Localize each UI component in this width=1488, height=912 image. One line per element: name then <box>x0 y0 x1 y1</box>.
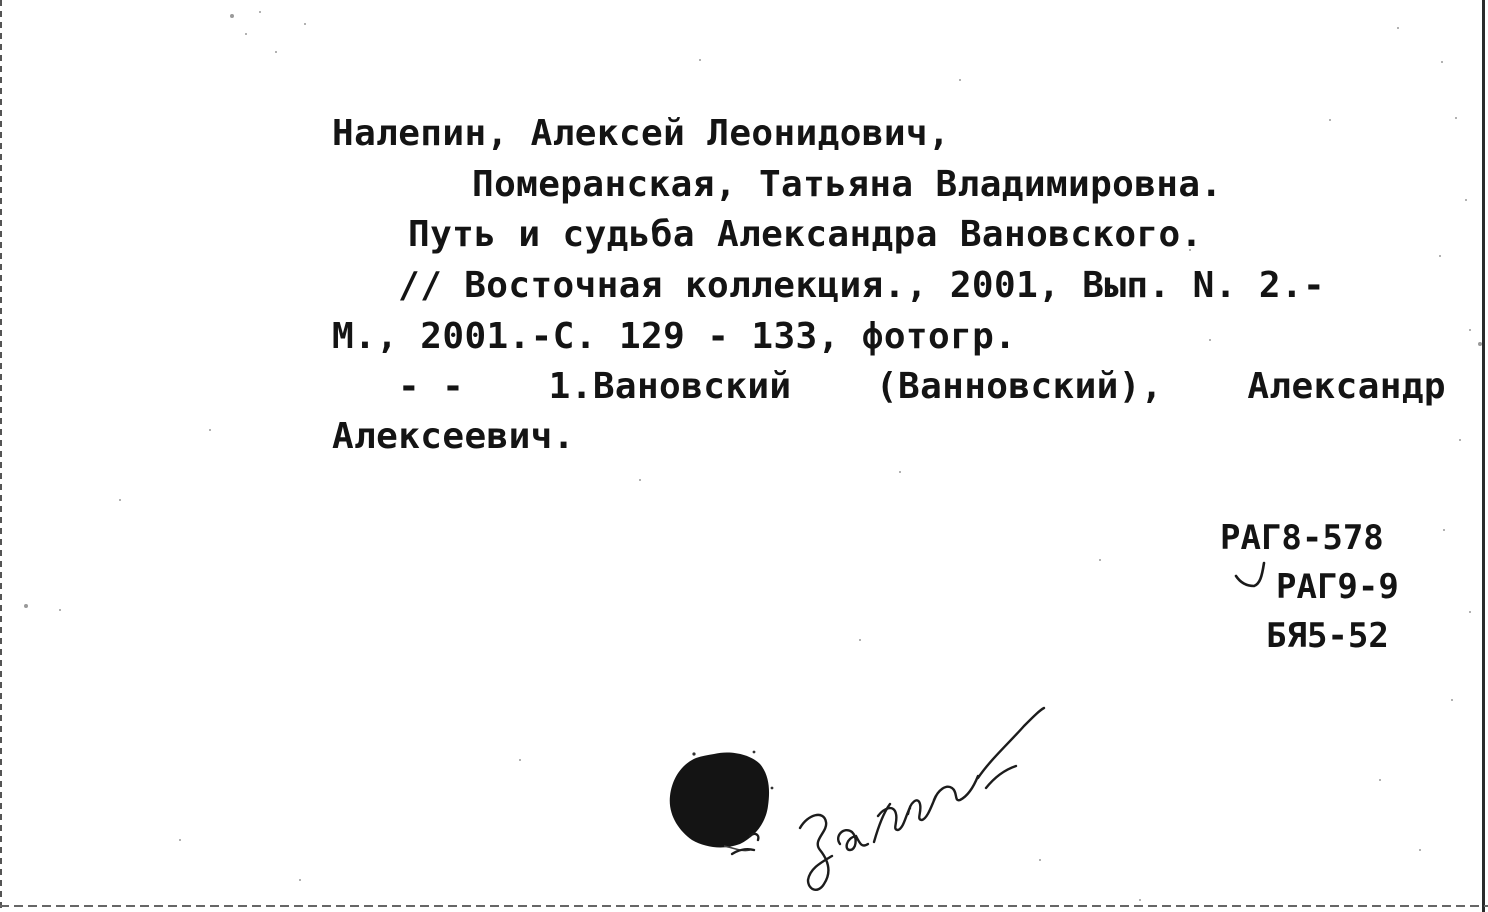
subject-first-name: Александр <box>1247 366 1446 407</box>
shelf-code-2: РАГ9-9 <box>1276 567 1399 607</box>
subject-line-1 <box>398 364 1446 410</box>
work-title: Путь и судьба Александра Вановского. <box>408 214 1203 255</box>
author-line-2: Померанская, Татьяна Владимировна. <box>472 164 1223 205</box>
shelf-code-1: РАГ8-578 <box>1220 518 1384 558</box>
subject-variant: (Ванновский), <box>875 366 1163 407</box>
subject-dashes: - - <box>398 366 465 407</box>
source-line-1: // Восточная коллекция., 2001, Вып. N. 2.- <box>398 265 1326 306</box>
subject-line-2: Алексеевич. <box>332 416 575 457</box>
checkmark-icon <box>1234 560 1278 592</box>
shelf-code-3: БЯ5-52 <box>1266 616 1389 656</box>
author-line-1: Налепин, Алексей Леонидович, <box>332 113 951 154</box>
subject-name: 1.Вановский <box>548 366 792 407</box>
handwritten-note <box>728 704 1058 900</box>
source-line-2: М., 2001.-С. 129 - 133, фотогр. <box>332 316 1017 357</box>
